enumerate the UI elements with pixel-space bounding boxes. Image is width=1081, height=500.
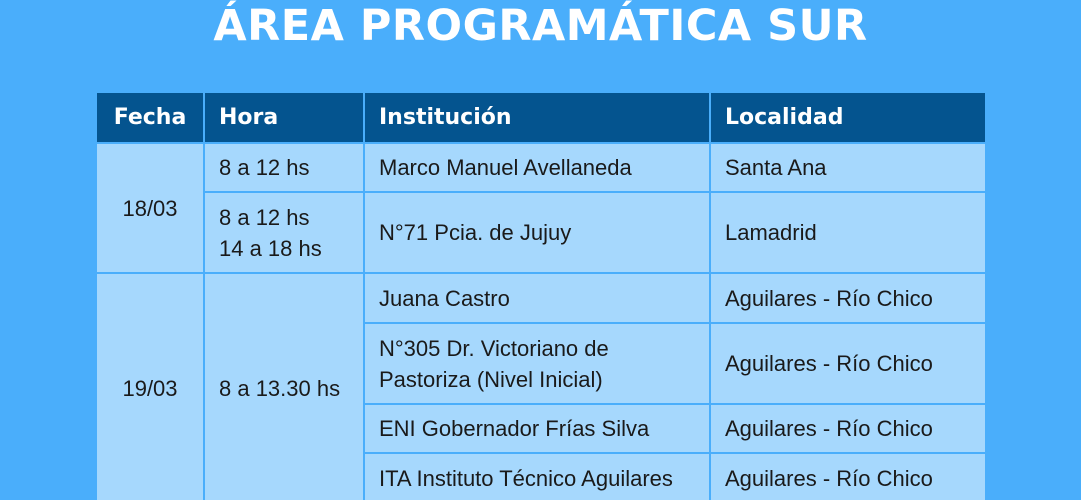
table-row — [96, 273, 986, 323]
time-line: 8 a 12 hs — [219, 204, 310, 230]
time-line: 14 a 18 hs — [219, 235, 322, 261]
column-header-institucion: Institución — [364, 92, 710, 143]
institution-cell: Marco Manuel Avellaneda — [364, 143, 710, 192]
column-header-hora: Hora — [204, 92, 364, 143]
time-cell — [204, 192, 364, 273]
table-header-row — [96, 92, 986, 143]
date-cell: 19/03 — [96, 273, 204, 500]
institution-line: Pastoriza (Nivel Inicial) — [379, 366, 603, 392]
date-cell: 18/03 — [96, 143, 204, 273]
institution-cell — [364, 323, 710, 404]
locality-cell: Aguilares - Río Chico — [710, 453, 986, 500]
locality-cell: Aguilares - Río Chico — [710, 323, 986, 404]
locality-cell: Santa Ana — [710, 143, 986, 192]
table-row — [96, 192, 986, 273]
time-cell: 8 a 13.30 hs — [204, 273, 364, 500]
locality-cell: Aguilares - Río Chico — [710, 404, 986, 453]
page-title: ÁREA PROGRAMÁTICA SUR — [213, 1, 868, 51]
column-header-localidad: Localidad — [710, 92, 986, 143]
table-row — [96, 143, 986, 192]
institution-cell: ITA Instituto Técnico Aguilares — [364, 453, 710, 500]
time-cell: 8 a 12 hs — [204, 143, 364, 192]
locality-cell: Aguilares - Río Chico — [710, 273, 986, 323]
institution-line: N°305 Dr. Victoriano de — [379, 335, 609, 361]
schedule-table — [95, 91, 987, 500]
institution-cell: Juana Castro — [364, 273, 710, 323]
column-header-fecha: Fecha — [96, 92, 204, 143]
locality-cell: Lamadrid — [710, 192, 986, 273]
institution-cell: N°71 Pcia. de Jujuy — [364, 192, 710, 273]
institution-cell: ENI Gobernador Frías Silva — [364, 404, 710, 453]
